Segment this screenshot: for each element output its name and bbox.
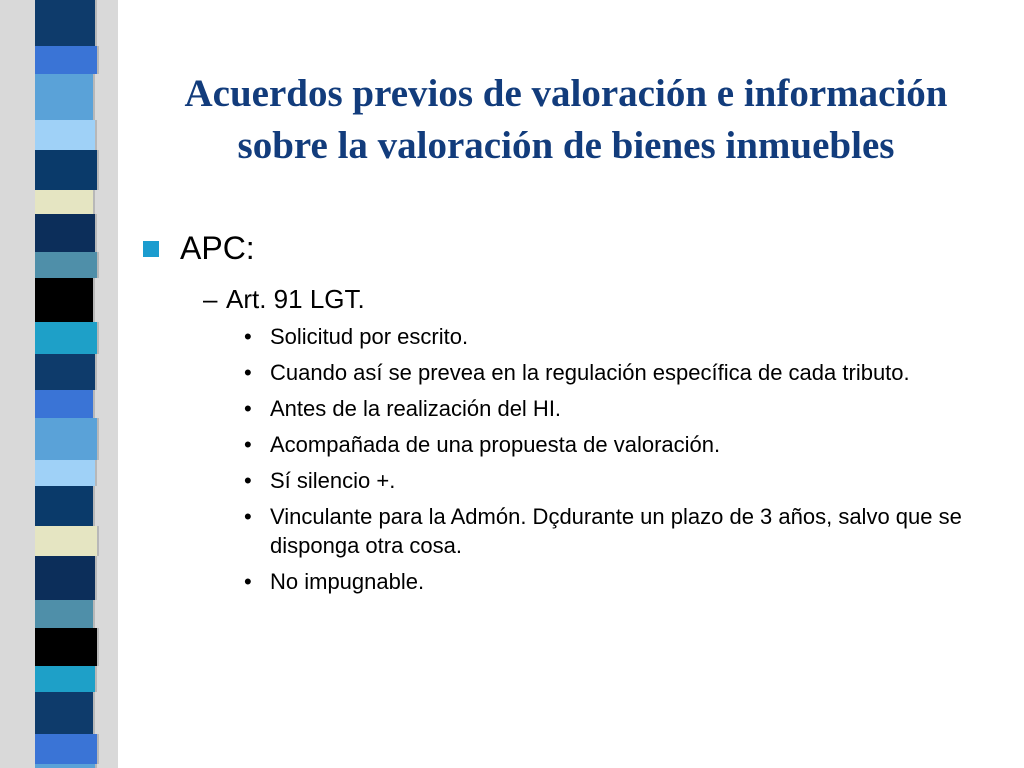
list-item-text: No impugnable. [270,569,425,594]
level1-item: APC: [180,230,255,266]
list-item-text: Antes de la realización del HI. [270,396,562,421]
decorative-stripe [35,74,95,120]
decorative-stripe [35,46,99,74]
dash-bullet-icon: – [203,284,218,314]
decorative-stripe [35,526,99,556]
decorative-stripe [35,0,97,46]
decorative-stripe [35,190,95,214]
decorative-stripe [35,214,97,252]
decorative-stripe [35,556,97,600]
dot-bullet-icon: • [244,396,252,421]
decorative-stripe [35,418,99,460]
decorative-stripe [35,278,95,322]
bullet-list [240,322,970,603]
dot-bullet-icon: • [244,432,252,457]
decorative-stripe [35,460,97,486]
decorative-stripe [35,390,95,418]
decorative-stripe [35,486,95,526]
list-item [240,466,970,495]
decorative-stripe [35,354,97,390]
decorative-stripe [35,150,99,190]
decorative-stripe [35,252,99,278]
decorative-stripe [35,322,99,354]
list-item-text: Cuando así se prevea en la regulación específica de cada tributo. [270,360,910,385]
decorative-stripe [35,600,95,628]
decorative-stripe [35,692,95,734]
list-item [240,430,970,459]
decorative-stripe [35,764,97,768]
list-item-text: Acompañada de una propuesta de valoración. [270,432,721,457]
dot-bullet-icon: • [244,569,252,594]
list-item [240,358,970,387]
list-item-text: Solicitud por escrito. [270,324,469,349]
list-item [240,394,970,423]
slide-title: Acuerdos previos de valoración e información sobre la valoración de bienes inmuebles [184,72,948,168]
list-item [240,502,970,560]
dot-bullet-icon: • [244,468,252,493]
decorative-stripe-band [0,0,118,768]
level2-item: Art. 91 LGT. [226,284,365,314]
square-bullet-icon [143,241,159,257]
list-item [240,322,970,351]
list-item [240,567,970,596]
list-item-text: Vinculante para la Admón. Dçdurante un plazo de 3 años, salvo que se disponga otra cosa. [270,504,962,558]
dot-bullet-icon: • [244,324,252,349]
list-item-text: Sí silencio +. [270,468,396,493]
decorative-stripe [35,666,97,692]
decorative-stripe [35,120,97,150]
decorative-stripe [35,734,99,764]
decorative-stripe [35,628,99,666]
dot-bullet-icon: • [244,360,252,385]
dot-bullet-icon: • [244,504,252,529]
